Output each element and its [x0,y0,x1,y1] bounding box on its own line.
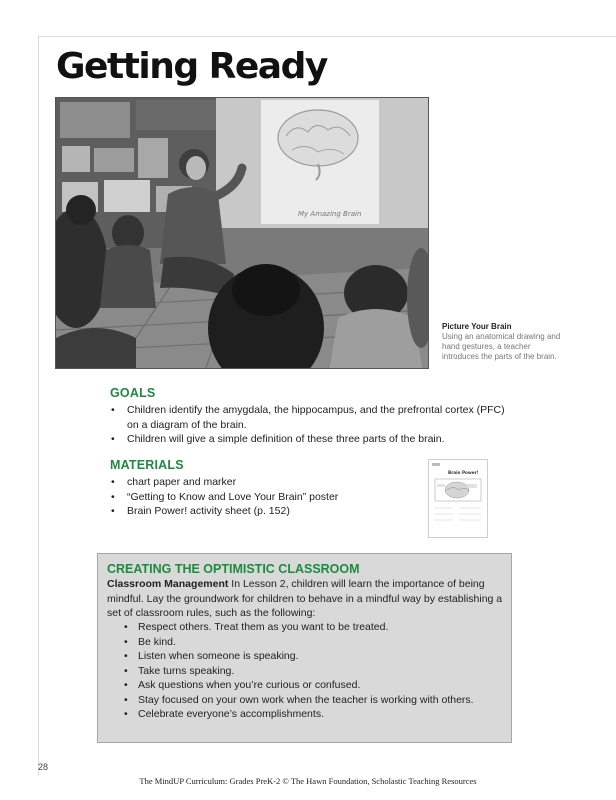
photo-caption [442,322,562,362]
classroom-photo [55,97,429,369]
thumbnail-title: Brain Power! [448,470,479,475]
classroom-rules-list [124,620,474,722]
caption-title: Picture Your Brain [442,322,512,331]
rule-item-4: • Take turns speaking. [124,664,474,679]
material-item-1: • chart paper and marker [110,475,410,490]
page-footer: The MindUP Curriculum: Grades PreK-2 © The Hawn Foundation, Scholastic Teaching Resources [139,776,477,786]
materials-heading: MATERIALS [110,458,184,472]
page-title: Getting Ready [56,46,327,87]
goal-item-1: • Children identify the amygdala, the hippocampus, and the prefrontal cortex (PFC) on a diagram of the brain. [110,403,510,432]
activity-sheet-thumbnail [428,459,488,538]
rule-item-7: • Celebrate everyone’s accomplishments. [124,707,474,722]
page-frame-top [38,36,616,37]
caption-body: Using an anatomical drawing and hand gestures, a teacher introduces the parts of the brain. [442,332,561,361]
classroom-photo-illustration [56,98,428,368]
goal-item-2: • Children will give a simple definition of these three parts of the brain. [110,432,510,447]
classroom-heading: CREATING THE OPTIMISTIC CLASSROOM [107,562,360,576]
page-number: 28 [38,762,49,772]
classroom-text: In Lesson 2, children will learn the importance of being mindful. Lay the groundwork for children to behave in a mindful way by establishing a set of classroom rules, such as the following: [107,578,503,619]
classroom-lead: Classroom Management [107,578,229,590]
poster-label: My Amazing Brain [298,210,362,218]
rule-item-3: • Listen when someone is speaking. [124,649,474,664]
material-item-2: • “Getting to Know and Love Your Brain” poster [110,490,410,505]
goals-list [110,403,510,447]
material-item-3: • Brain Power! activity sheet (p. 152) [110,504,410,519]
page-frame-left [38,36,39,776]
rule-item-5: • Ask questions when you’re curious or confused. [124,678,474,693]
rule-item-1: • Respect others. Treat them as you want to be treated. [124,620,474,635]
rule-item-2: • Be kind. [124,635,474,650]
optimistic-classroom-box [97,553,512,743]
rule-item-6: • Stay focused on your own work when the teacher is working with others. [124,693,474,708]
materials-list [110,475,410,519]
goals-heading: GOALS [110,386,156,400]
classroom-paragraph [107,577,503,621]
